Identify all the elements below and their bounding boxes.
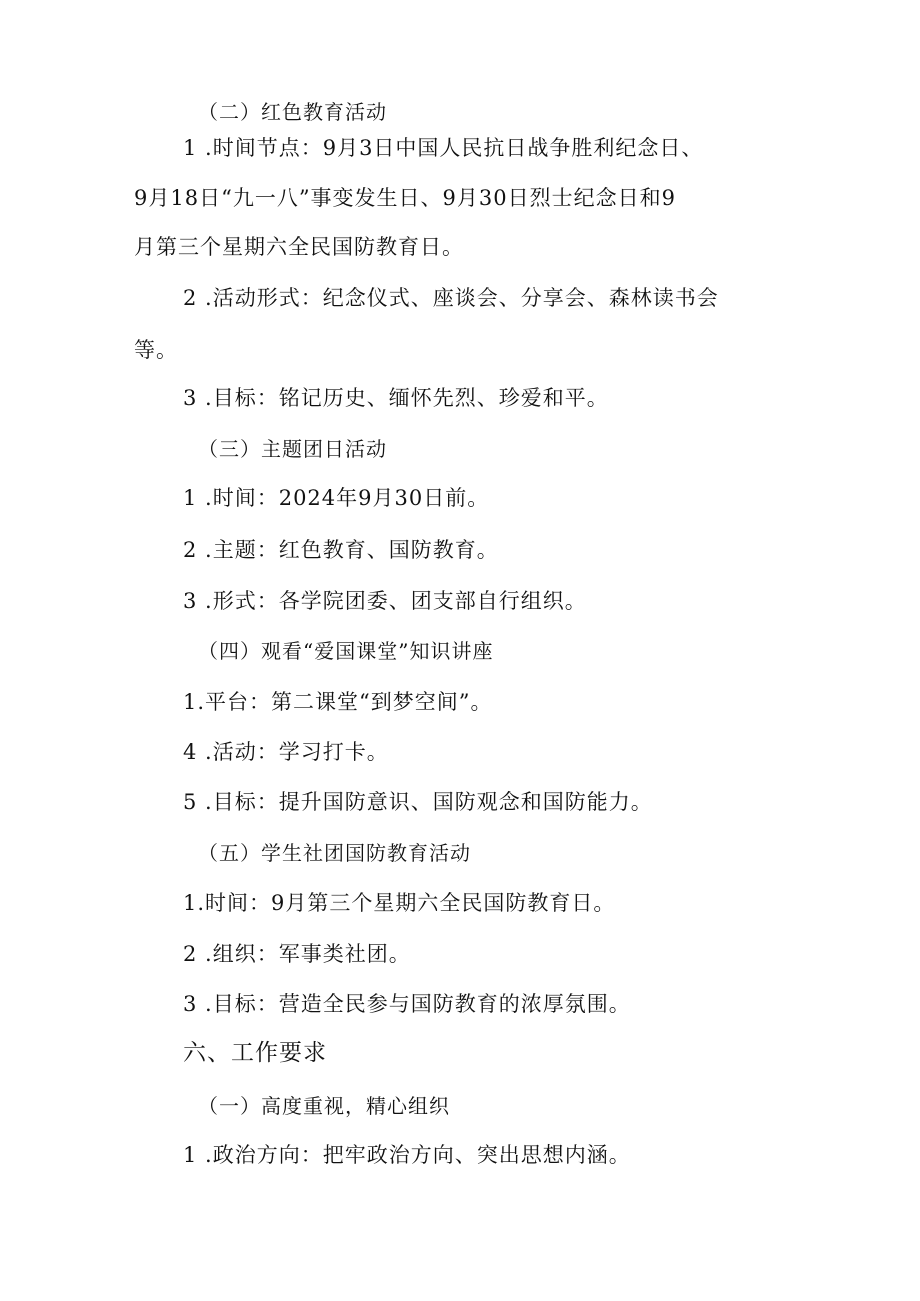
paragraph-line: 1 .政治方向：把牢政治方向、突出思想内涵。 (183, 1143, 631, 1167)
paragraph-line: 9月18日“九一八”事变发生日、9月30日烈士纪念日和9 (134, 186, 676, 210)
chapter-heading-work-requirements: 六、工作要求 (183, 1040, 327, 1066)
section-heading-lecture: （四）观看“爱国课堂”知识讲座 (198, 639, 494, 663)
paragraph-line: 1.平台：第二课堂“到梦空间”。 (183, 690, 493, 714)
paragraph-line: 5 .目标：提升国防意识、国防观念和国防能力。 (183, 790, 653, 814)
paragraph-line: 1 .时间：2024年9月30日前。 (183, 486, 490, 510)
paragraph-line: 3 .目标：铭记历史、缅怀先烈、珍爱和平。 (183, 386, 609, 410)
paragraph-line: 1 .时间节点：9月3日中国人民抗日战争胜利纪念日、 (183, 136, 704, 160)
paragraph-line: 2 .活动形式：纪念仪式、座谈会、分享会、森林读书会 (183, 286, 719, 310)
paragraph-line: 3 .目标：营造全民参与国防教育的浓厚氛围。 (183, 992, 631, 1016)
section-heading-red-education: （二）红色教育活动 (198, 100, 387, 124)
paragraph-line: 4 .活动：学习打卡。 (183, 740, 389, 764)
paragraph-line: 3 .形式：各学院团委、团支部自行组织。 (183, 589, 587, 613)
paragraph-line: 2 .主题：红色教育、国防教育。 (183, 538, 499, 562)
paragraph-line: 月第三个星期六全民国防教育日。 (134, 235, 464, 259)
section-heading-high-attention: （一）高度重视，精心组织 (198, 1094, 450, 1118)
paragraph-line: 等。 (134, 338, 178, 362)
paragraph-line: 1.时间：9月第三个星期六全民国防教育日。 (183, 891, 616, 915)
section-heading-club-activity: （五）学生社团国防教育活动 (198, 841, 471, 865)
section-heading-theme-day: （三）主题团日活动 (198, 437, 387, 461)
paragraph-line: 2 .组织：军事类社团。 (183, 942, 411, 966)
